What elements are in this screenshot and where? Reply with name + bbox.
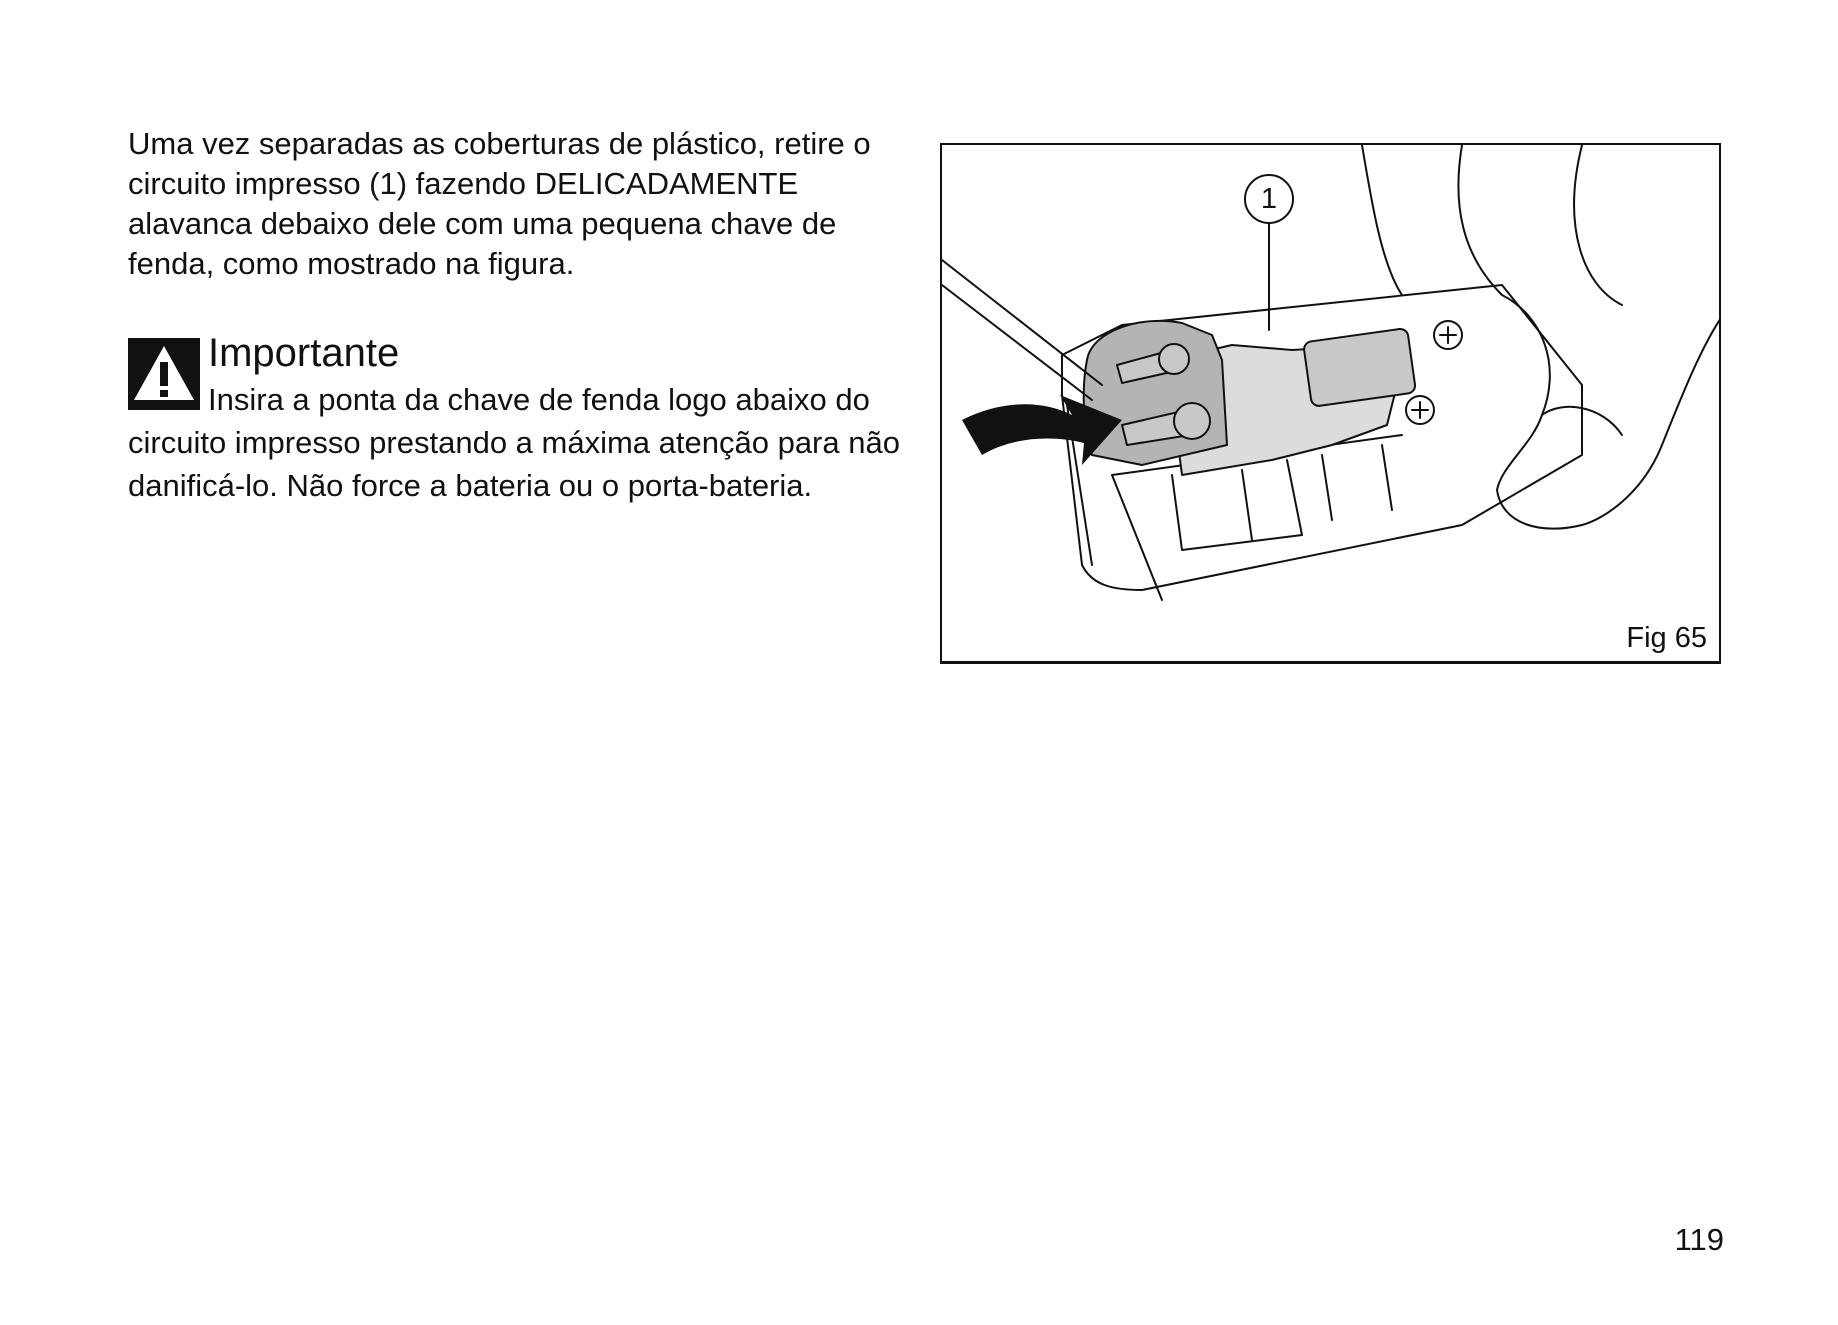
- figure-caption: Fig 65: [1626, 622, 1707, 654]
- callout-number: 1: [1260, 183, 1278, 215]
- figure-65: [940, 143, 1721, 664]
- warning-text: Insira a ponta da chave de fenda logo abaixo do circuito impresso prestando a máxima atenção para não danificá-lo. Não force a bateria ou o porta-bateria.: [128, 382, 900, 503]
- warning-title: Importante: [208, 331, 400, 375]
- circuit-board-illustration: [942, 145, 1721, 664]
- page-number: 119: [1674, 1222, 1724, 1257]
- intro-paragraph: Uma vez separadas as coberturas de plástico, retire o circuito impresso (1) fazendo DELICADAMENTE alavanca debaixo dele com uma pequena chave de fenda, como mostrado na figura.: [128, 126, 871, 281]
